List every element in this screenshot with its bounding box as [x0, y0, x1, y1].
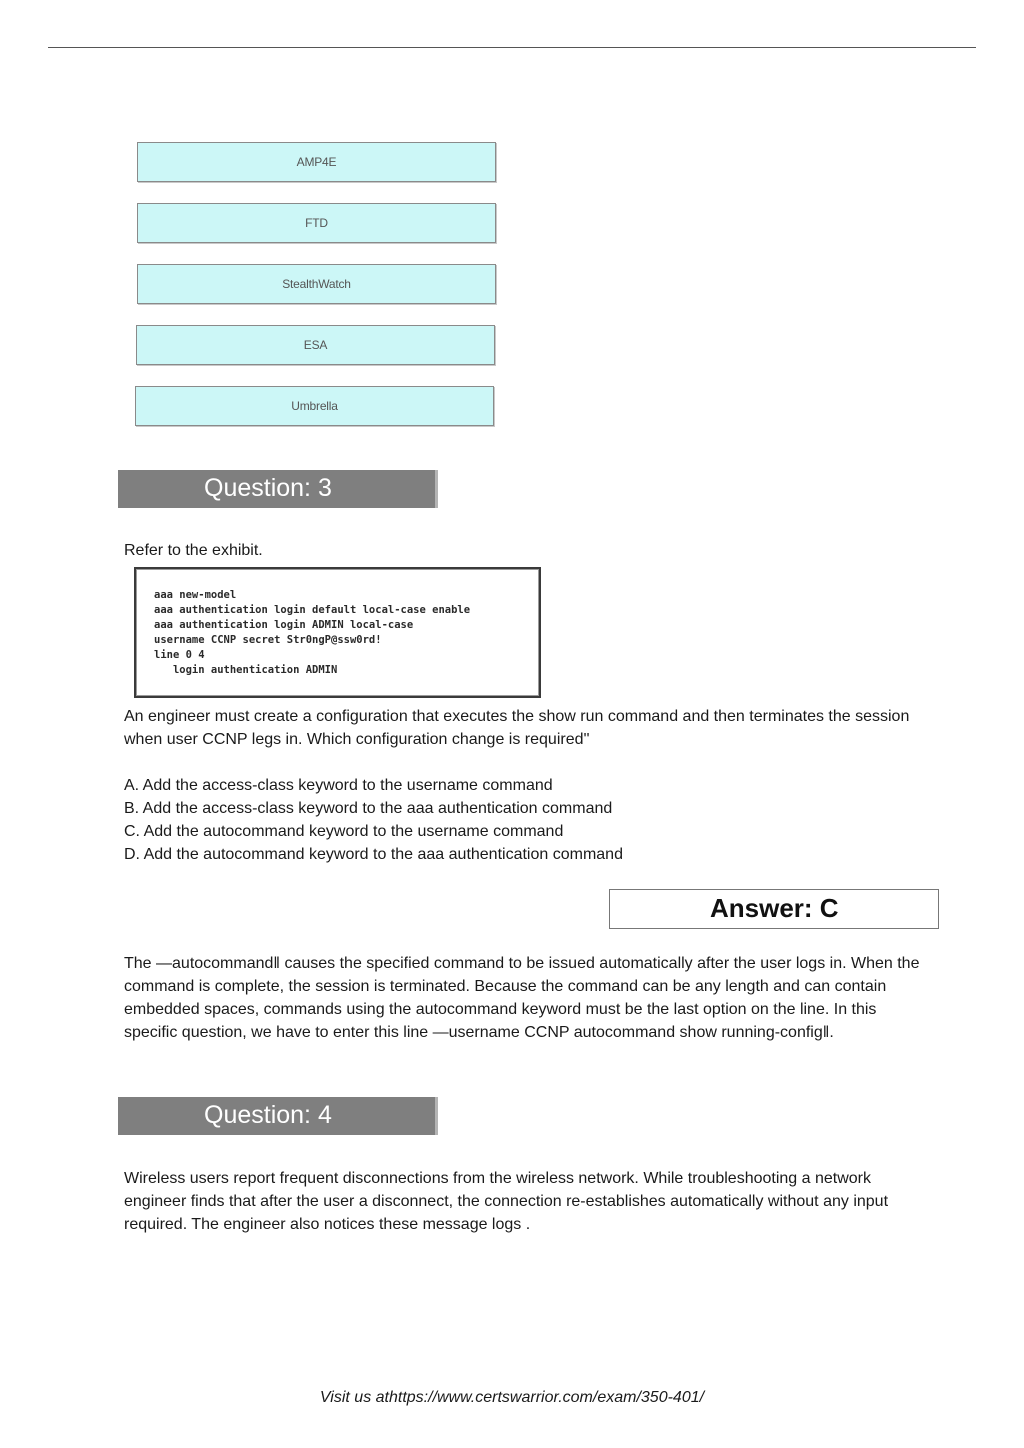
- question-4-title: Question: 4: [204, 1101, 332, 1129]
- question-3-header: [118, 470, 438, 508]
- diagram-box-ftd: FTD: [137, 203, 496, 243]
- question-3-explanation: The ―autocommand‖ causes the specified command to be issued automatically after the user logs in. When the command is complete, the session is terminated. Because the command can be any length and can contain embedded spaces, commands using the autocommand keyword must be the last option on the line. In this specific question, we have to enter this line ―username CCNP autocommand show running-config‖.: [124, 955, 920, 1041]
- option-a: A. Add the access-class keyword to the username command: [124, 777, 553, 794]
- top-rule: [48, 47, 976, 48]
- exhibit-line: aaa authentication login ADMIN local-case: [154, 619, 414, 631]
- question-3-title: Question: 3: [204, 474, 332, 502]
- diagram-box-esa: ESA: [136, 325, 495, 365]
- diagram-box-umbrella: Umbrella: [135, 386, 494, 426]
- question-4-header: [118, 1097, 438, 1135]
- question-3-text: An engineer must create a configuration that executes the show run command and then terminates the session when user CCNP legs in. Which configuration change is required'': [124, 708, 910, 748]
- option-d: D. Add the autocommand keyword to the aaa authentication command: [124, 846, 623, 863]
- exhibit-line: aaa authentication login default local-case enable: [154, 604, 471, 616]
- question-3-intro: Refer to the exhibit.: [124, 542, 263, 559]
- diagram-box-stealthwatch: StealthWatch: [137, 264, 496, 304]
- question-4-text: Wireless users report frequent disconnections from the wireless network. While troubleshooting a network engineer finds that after the user a disconnect, the connection re-establishes automatically without any input required. The engineer also notices these message logs .: [124, 1170, 889, 1233]
- option-b: B. Add the access-class keyword to the aaa authentication command: [124, 800, 613, 817]
- exhibit-config: [134, 567, 541, 698]
- diagram-box-amp4e: AMP4E: [137, 142, 496, 182]
- footer-visit-link[interactable]: Visit us athttps://www.certswarrior.com/exam/350-401/: [319, 1389, 705, 1406]
- exhibit-line: username CCNP secret Str0ngP@ssw0rd!: [154, 634, 382, 646]
- answer-label: Answer: C: [710, 893, 839, 923]
- exhibit-line: line 0 4: [154, 649, 205, 661]
- exhibit-line: aaa new-model: [154, 589, 237, 601]
- answer-options: [124, 774, 623, 866]
- option-c: C. Add the autocommand keyword to the username command: [124, 823, 564, 840]
- answer-box: [609, 889, 939, 929]
- exhibit-line: login authentication ADMIN: [154, 664, 338, 676]
